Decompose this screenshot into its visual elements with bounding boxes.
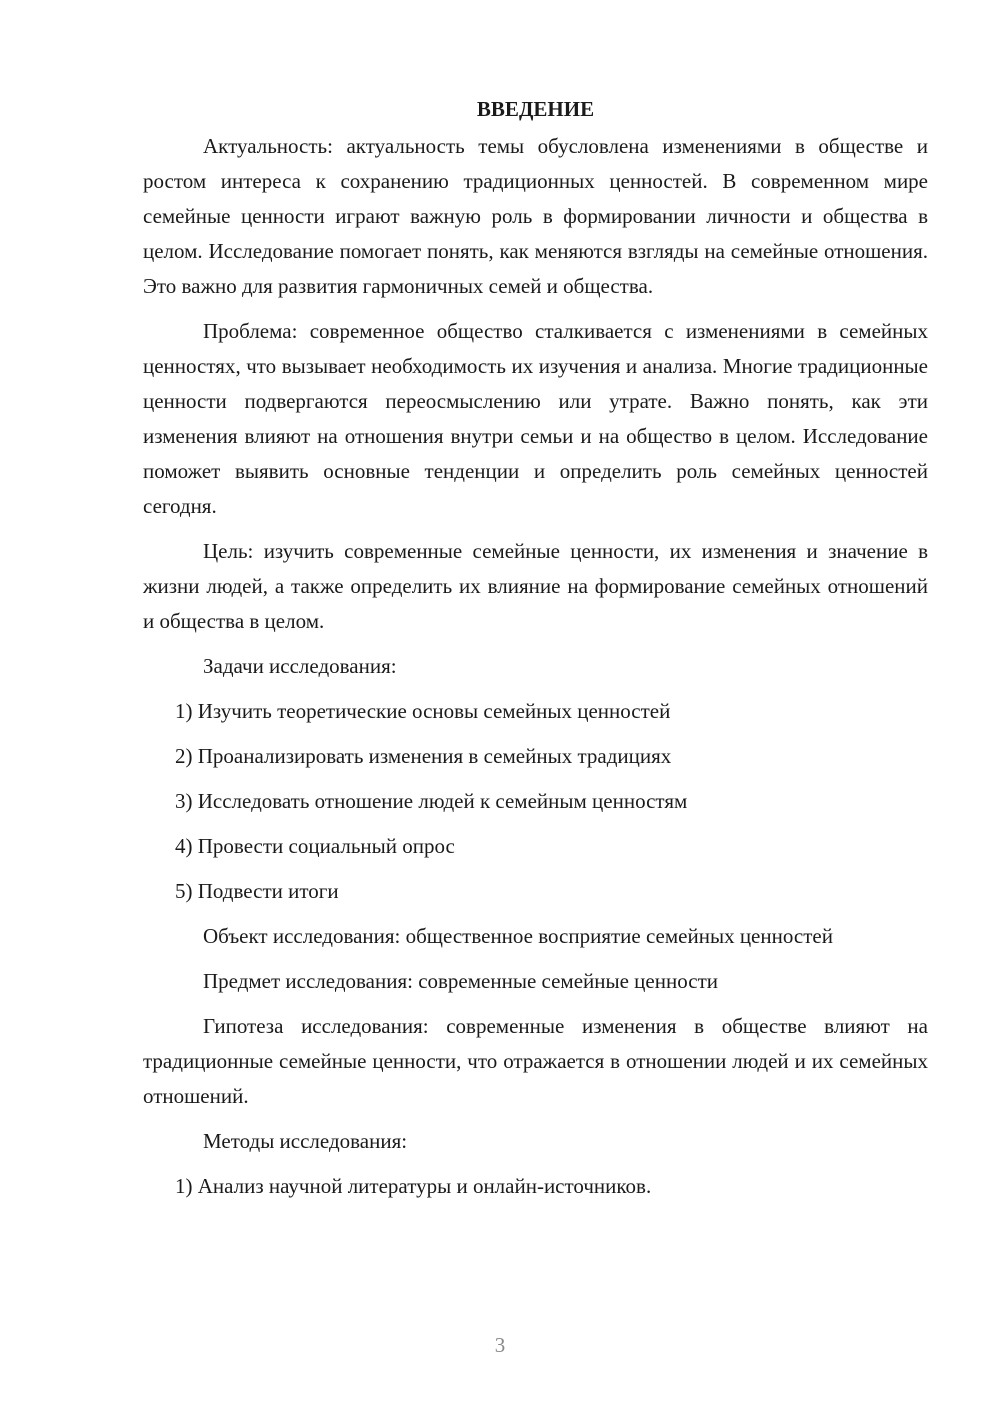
paragraph-relevance: Актуальность: актуальность темы обусловлена изменениями в обществе и ростом интереса к сохранению традиционных ценностей. В современном мире семейные ценности играют важную роль в формировании личности и общества в целом. Исследование помогает понять, как меняются взгляды на семейные отношения. Это важно для развития гармоничных семей и общества. [143, 134, 928, 298]
paragraph-hypothesis: Гипотеза исследования: современные изменения в обществе влияют на традиционные семейные ценности, что отражается в отношении людей и их семейных отношений. [143, 1014, 928, 1108]
tasks-heading: Задачи исследования: [203, 654, 397, 678]
page-number: 3 [494, 1333, 506, 1357]
paragraph-subject: Предмет исследования: современные семейные ценности [203, 969, 718, 993]
paragraph-goal: Цель: изучить современные семейные ценности, их изменения и значение в жизни людей, а также определить их влияние на формирование семейных отношений и общества в целом. [143, 539, 928, 633]
list-item: 1) Изучить теоретические основы семейных ценностей [175, 699, 671, 723]
paragraph-problem: Проблема: современное общество сталкивается с изменениями в семейных ценностях, что вызывает необходимость их изучения и анализа. Многие традиционные ценности подвергаются переосмыслению или утрате. Важно понять, как эти изменения влияют на отношения внутри семьи и на общество в целом. Исследование поможет выявить основные тенденции и определить роль семейных ценностей сегодня. [143, 319, 928, 518]
section-title: ВВЕДЕНИЕ [476, 97, 595, 121]
methods-list [143, 1169, 928, 1204]
document-page [143, 92, 928, 1214]
list-item: 3) Исследовать отношение людей к семейным ценностям [175, 789, 688, 813]
list-item: 1) Анализ научной литературы и онлайн-источников. [175, 1174, 652, 1198]
list-item: 5) Подвести итоги [175, 879, 339, 903]
tasks-list [143, 694, 928, 909]
list-item: 2) Проанализировать изменения в семейных традициях [175, 744, 672, 768]
methods-heading: Методы исследования: [203, 1129, 408, 1153]
list-item: 4) Провести социальный опрос [175, 834, 455, 858]
paragraph-object: Объект исследования: общественное восприятие семейных ценностей [203, 924, 833, 948]
